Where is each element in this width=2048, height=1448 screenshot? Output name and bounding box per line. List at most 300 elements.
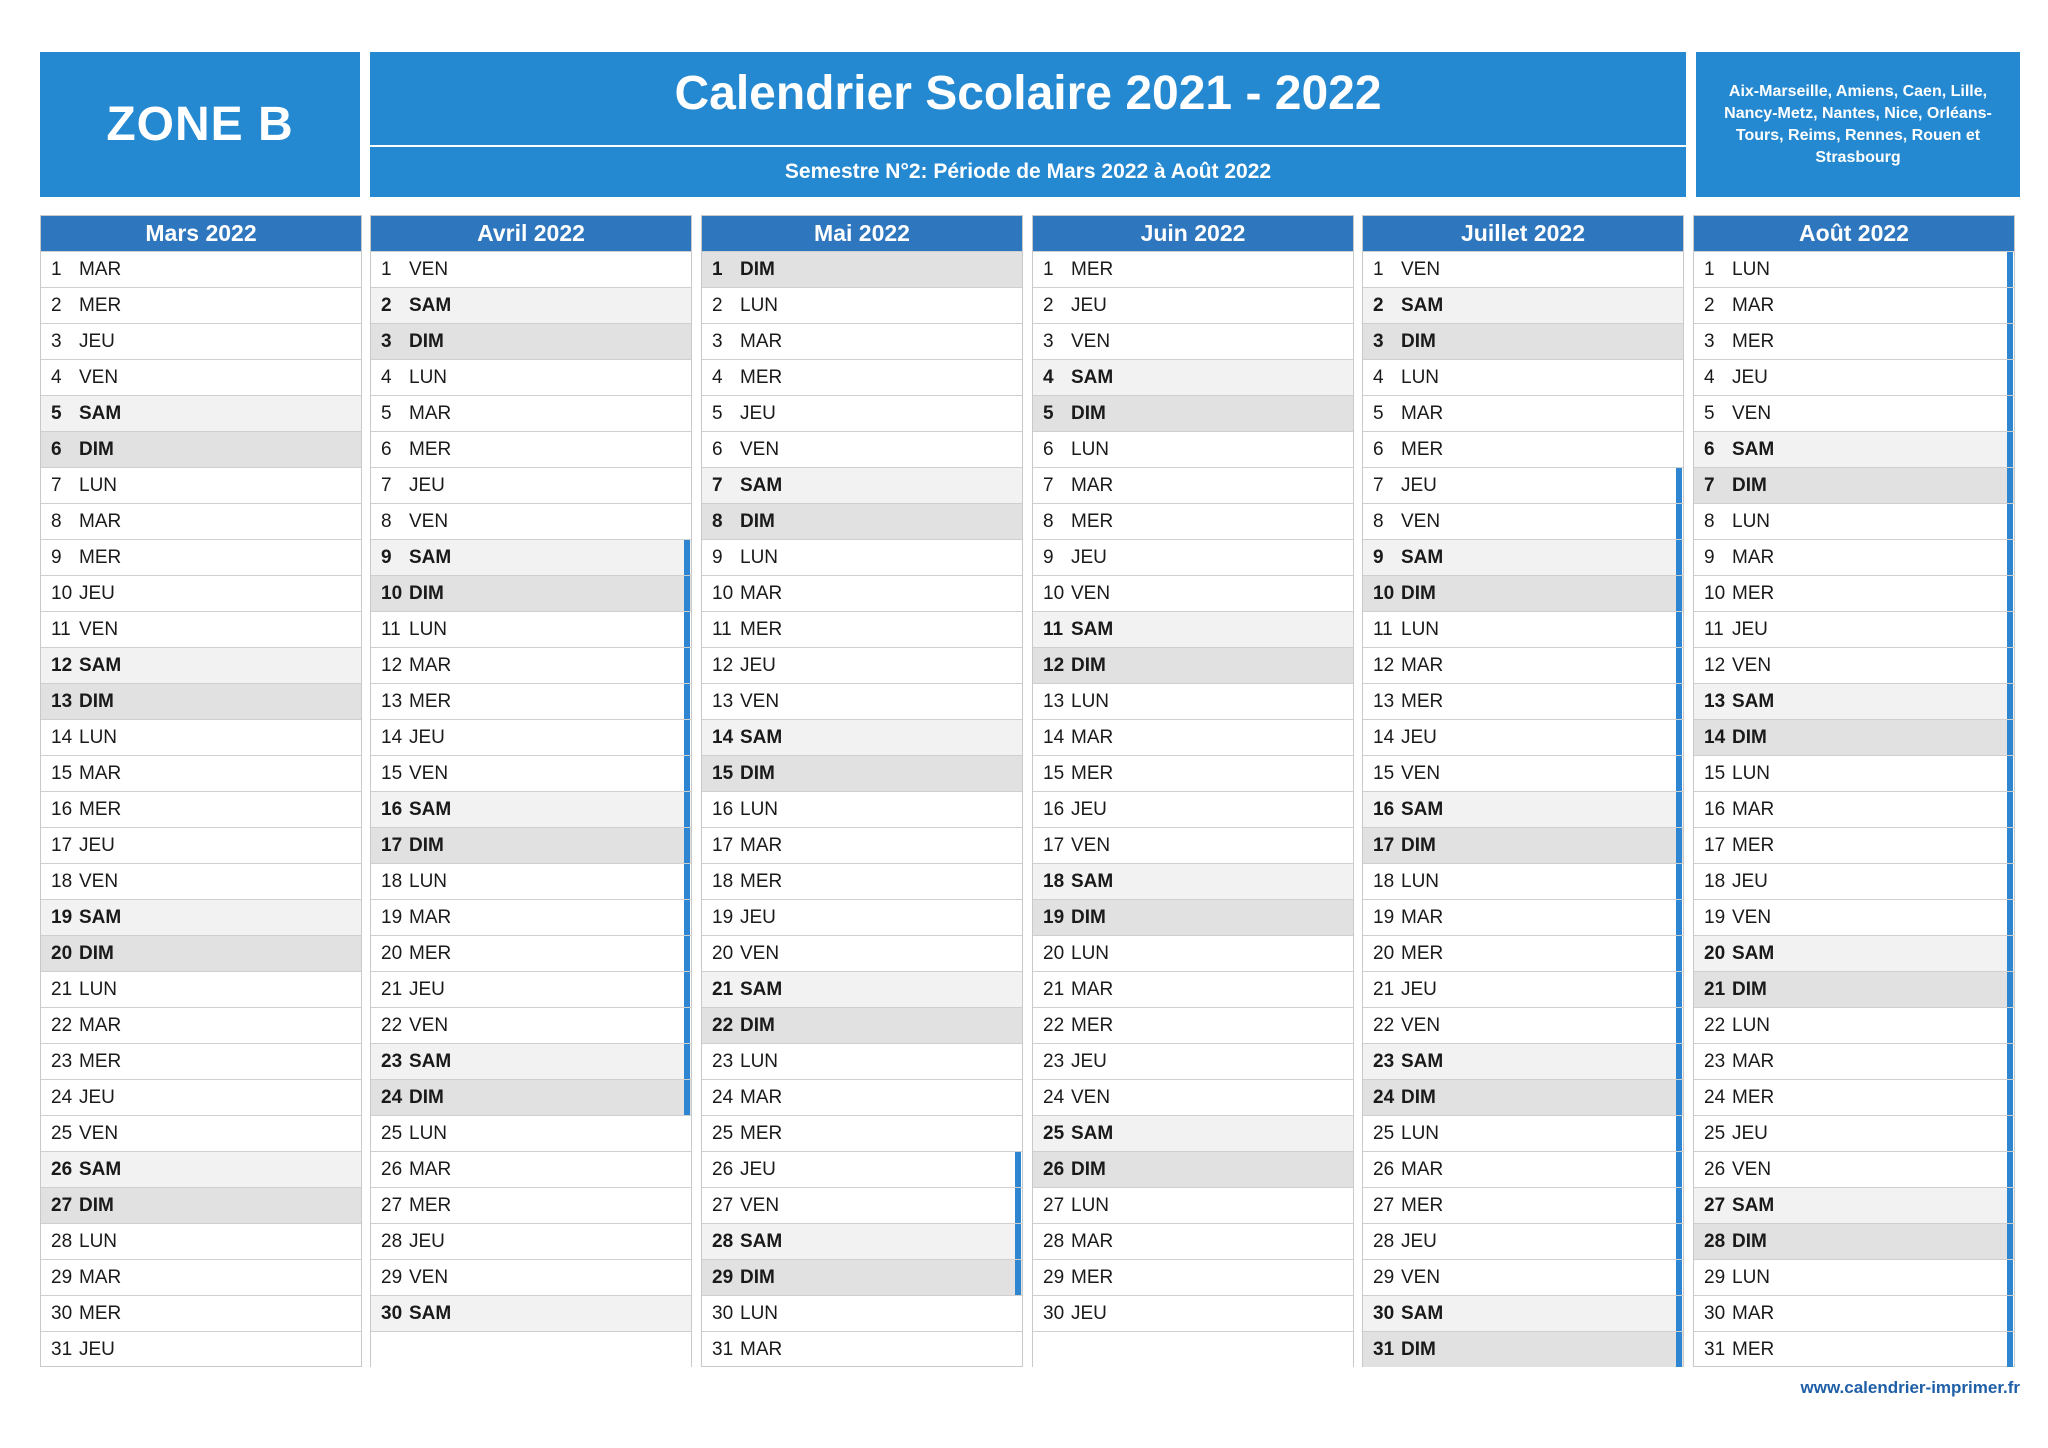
day-row [1694, 755, 2014, 791]
day-name: VEN [1732, 403, 1772, 424]
day-number: 30 [712, 1303, 734, 1324]
day-number: 5 [51, 403, 62, 424]
day-name: MAR [79, 259, 122, 280]
day-row [41, 935, 361, 971]
day-number: 15 [1704, 763, 1726, 784]
day-row [371, 1259, 691, 1295]
day-number: 5 [1704, 403, 1715, 424]
day-row [1363, 359, 1683, 395]
day-row [371, 1151, 691, 1187]
day-name: JEU [1071, 799, 1107, 820]
day-name: LUN [1732, 511, 1771, 532]
day-row [702, 1331, 1022, 1367]
day-name: MER [1732, 583, 1775, 604]
day-number: 16 [712, 799, 734, 820]
day-row [702, 719, 1022, 755]
day-name: MAR [409, 403, 452, 424]
day-number: 2 [712, 295, 723, 316]
day-number: 16 [51, 799, 73, 820]
day-row [1694, 251, 2014, 287]
day-row [1694, 1187, 2014, 1223]
day-name: LUN [1071, 1195, 1110, 1216]
day-row [41, 1007, 361, 1043]
day-row [1033, 575, 1353, 611]
day-number: 28 [712, 1231, 734, 1252]
day-name: SAM [409, 799, 452, 820]
day-row [1363, 1079, 1683, 1115]
day-row [702, 1259, 1022, 1295]
day-number: 27 [51, 1195, 73, 1216]
day-name: JEU [740, 655, 776, 676]
day-number: 27 [381, 1195, 403, 1216]
day-row [1033, 971, 1353, 1007]
day-number: 19 [51, 907, 73, 928]
day-number: 14 [1704, 727, 1726, 748]
day-row [1694, 863, 2014, 899]
empty-day-row [371, 1331, 691, 1367]
day-name: MAR [1071, 1231, 1114, 1252]
day-number: 7 [1704, 475, 1715, 496]
day-name: SAM [79, 907, 122, 928]
day-row [1694, 431, 2014, 467]
day-name: LUN [409, 367, 448, 388]
day-number: 14 [1043, 727, 1065, 748]
day-number: 15 [381, 763, 403, 784]
day-number: 8 [1373, 511, 1384, 532]
day-name: MAR [79, 763, 122, 784]
day-name: SAM [740, 979, 783, 1000]
day-name: DIM [409, 583, 444, 604]
day-row [1363, 1151, 1683, 1187]
day-number: 26 [1704, 1159, 1726, 1180]
day-name: DIM [79, 691, 114, 712]
day-row [702, 611, 1022, 647]
day-name: VEN [1071, 331, 1111, 352]
day-number: 24 [1043, 1087, 1065, 1108]
day-name: MAR [409, 1159, 452, 1180]
day-name: DIM [1071, 907, 1106, 928]
day-name: JEU [409, 1231, 445, 1252]
day-name: SAM [1071, 367, 1114, 388]
day-name: LUN [740, 1051, 779, 1072]
day-number: 28 [381, 1231, 403, 1252]
day-row [1033, 1187, 1353, 1223]
day-row [1033, 467, 1353, 503]
day-number: 11 [712, 619, 732, 640]
day-name: SAM [1401, 295, 1444, 316]
day-name: SAM [409, 1051, 452, 1072]
day-row [702, 431, 1022, 467]
day-row [702, 755, 1022, 791]
day-number: 31 [1373, 1339, 1395, 1360]
day-name: JEU [79, 835, 115, 856]
day-row [1033, 323, 1353, 359]
day-row [1363, 935, 1683, 971]
day-name: JEU [79, 1339, 115, 1360]
day-number: 9 [51, 547, 62, 568]
day-name: JEU [1732, 619, 1768, 640]
day-name: MER [1401, 943, 1444, 964]
day-number: 4 [1704, 367, 1715, 388]
day-name: DIM [1401, 1339, 1436, 1360]
day-row [41, 539, 361, 575]
day-row [1033, 1223, 1353, 1259]
day-row [41, 755, 361, 791]
day-number: 11 [1043, 619, 1064, 640]
day-row [702, 287, 1022, 323]
day-number: 21 [51, 979, 73, 1000]
day-name: VEN [740, 439, 780, 460]
day-row [41, 575, 361, 611]
day-number: 10 [712, 583, 734, 604]
day-row [41, 1151, 361, 1187]
day-name: MER [1732, 835, 1775, 856]
day-row [371, 467, 691, 503]
day-number: 6 [51, 439, 62, 460]
day-row [1033, 503, 1353, 539]
day-row [702, 539, 1022, 575]
day-name: SAM [1732, 439, 1775, 460]
day-row [1033, 1007, 1353, 1043]
day-row [1363, 1115, 1683, 1151]
day-number: 8 [712, 511, 723, 532]
day-row [1694, 467, 2014, 503]
day-number: 27 [1043, 1195, 1065, 1216]
day-row [41, 1295, 361, 1331]
day-number: 4 [1043, 367, 1054, 388]
day-row [1033, 899, 1353, 935]
day-name: DIM [1732, 1231, 1767, 1252]
day-name: MER [1401, 439, 1444, 460]
day-name: MAR [740, 835, 783, 856]
day-row [371, 323, 691, 359]
day-number: 7 [381, 475, 392, 496]
day-row [1694, 359, 2014, 395]
day-row [1033, 1259, 1353, 1295]
day-row [702, 827, 1022, 863]
day-row [1694, 287, 2014, 323]
day-name: JEU [1401, 727, 1437, 748]
day-name: VEN [1071, 1087, 1111, 1108]
day-number: 27 [712, 1195, 734, 1216]
day-row [1363, 1223, 1683, 1259]
day-number: 15 [51, 763, 73, 784]
day-name: LUN [79, 727, 118, 748]
day-name: SAM [740, 475, 783, 496]
day-number: 29 [1373, 1267, 1395, 1288]
day-number: 12 [1043, 655, 1065, 676]
day-row [1363, 791, 1683, 827]
day-name: VEN [740, 1195, 780, 1216]
day-row [1363, 1331, 1683, 1367]
day-name: SAM [1401, 547, 1444, 568]
subtitle-bar [370, 147, 1686, 197]
day-name: MAR [1732, 799, 1775, 820]
day-row [371, 575, 691, 611]
day-number: 6 [712, 439, 723, 460]
day-name: LUN [740, 295, 779, 316]
day-name: DIM [740, 1015, 775, 1036]
day-row [41, 287, 361, 323]
day-row [41, 971, 361, 1007]
day-row [1033, 431, 1353, 467]
empty-day-row [1033, 1331, 1353, 1367]
day-number: 28 [1704, 1231, 1726, 1252]
day-number: 12 [1373, 655, 1395, 676]
day-row [702, 323, 1022, 359]
day-name: LUN [1401, 1123, 1440, 1144]
day-row [1694, 1007, 2014, 1043]
month-header: Août 2022 [1694, 216, 2014, 251]
day-row [1694, 1331, 2014, 1367]
day-number: 8 [1043, 511, 1054, 532]
day-name: JEU [1401, 475, 1437, 496]
day-row [371, 287, 691, 323]
day-number: 15 [1043, 763, 1065, 784]
day-name: MAR [1732, 1051, 1775, 1072]
day-name: JEU [1071, 547, 1107, 568]
month-header: Mars 2022 [41, 216, 361, 251]
day-row [1033, 1295, 1353, 1331]
day-number: 25 [712, 1123, 734, 1144]
day-number: 7 [51, 475, 62, 496]
day-row [41, 1187, 361, 1223]
day-number: 9 [1043, 547, 1054, 568]
day-name: DIM [1401, 1087, 1436, 1108]
day-row [702, 935, 1022, 971]
day-name: LUN [740, 799, 779, 820]
day-number: 9 [712, 547, 723, 568]
day-row [41, 1115, 361, 1151]
day-row [371, 683, 691, 719]
day-row [1363, 647, 1683, 683]
day-number: 25 [1373, 1123, 1395, 1144]
day-name: VEN [1401, 1015, 1441, 1036]
day-name: DIM [740, 259, 775, 280]
day-number: 19 [712, 907, 734, 928]
day-name: SAM [740, 1231, 783, 1252]
day-number: 21 [712, 979, 734, 1000]
day-name: VEN [740, 691, 780, 712]
page-subtitle: Semestre N°2: Période de Mars 2022 à Août 2022 [784, 160, 1272, 183]
day-name: SAM [1401, 1051, 1444, 1072]
day-number: 31 [712, 1339, 734, 1360]
day-name: JEU [1071, 1051, 1107, 1072]
day-name: MER [740, 1123, 783, 1144]
day-row [1694, 1079, 2014, 1115]
day-name: MAR [1401, 655, 1444, 676]
day-number: 10 [1373, 583, 1395, 604]
day-number: 20 [51, 943, 73, 964]
day-number: 18 [1043, 871, 1065, 892]
day-name: MER [79, 1303, 122, 1324]
day-row [1363, 431, 1683, 467]
day-name: DIM [1071, 655, 1106, 676]
month-header: Juillet 2022 [1363, 216, 1683, 251]
day-row [1363, 539, 1683, 575]
month-column [701, 215, 1023, 1367]
day-number: 3 [1373, 331, 1384, 352]
day-name: VEN [1401, 1267, 1441, 1288]
day-name: VEN [79, 367, 119, 388]
day-row [1694, 395, 2014, 431]
month-header: Mai 2022 [702, 216, 1022, 251]
day-number: 24 [712, 1087, 734, 1108]
day-row [702, 971, 1022, 1007]
day-name: VEN [1071, 835, 1111, 856]
day-name: DIM [1732, 727, 1767, 748]
day-row [41, 1043, 361, 1079]
day-row [1033, 359, 1353, 395]
day-number: 16 [1043, 799, 1065, 820]
day-number: 11 [1704, 619, 1724, 640]
zone-label: ZONE B [106, 98, 294, 151]
day-row [41, 359, 361, 395]
day-row [702, 863, 1022, 899]
day-number: 13 [1043, 691, 1065, 712]
day-name: MER [1071, 511, 1114, 532]
day-number: 20 [1704, 943, 1726, 964]
day-row [1694, 899, 2014, 935]
day-row [371, 1295, 691, 1331]
day-number: 23 [381, 1051, 403, 1072]
day-row [41, 611, 361, 647]
day-row [41, 899, 361, 935]
site-link[interactable]: www.calendrier-imprimer.fr [1800, 1378, 2020, 1397]
day-name: MAR [1071, 979, 1114, 1000]
day-row [1363, 719, 1683, 755]
day-number: 10 [381, 583, 403, 604]
day-row [371, 611, 691, 647]
day-row [1363, 1295, 1683, 1331]
day-row [1363, 683, 1683, 719]
day-number: 7 [1043, 475, 1054, 496]
day-name: LUN [740, 1303, 779, 1324]
day-name: MAR [740, 583, 783, 604]
day-number: 29 [712, 1267, 734, 1288]
day-number: 13 [1704, 691, 1726, 712]
day-number: 3 [1704, 331, 1715, 352]
day-row [371, 539, 691, 575]
day-name: LUN [409, 871, 448, 892]
day-name: VEN [1732, 907, 1772, 928]
day-row [41, 323, 361, 359]
day-row [1033, 935, 1353, 971]
day-row [1694, 539, 2014, 575]
day-number: 16 [1704, 799, 1726, 820]
day-name: MER [1071, 259, 1114, 280]
day-name: JEU [1401, 979, 1437, 1000]
day-row [702, 791, 1022, 827]
day-name: MER [1071, 763, 1114, 784]
day-row [702, 251, 1022, 287]
day-name: VEN [1401, 763, 1441, 784]
page-title: Calendrier Scolaire 2021 - 2022 [674, 67, 1382, 120]
day-number: 28 [1373, 1231, 1395, 1252]
day-number: 17 [381, 835, 403, 856]
day-name: JEU [79, 583, 115, 604]
day-row [371, 1187, 691, 1223]
day-number: 17 [51, 835, 73, 856]
day-name: MER [1732, 331, 1775, 352]
day-number: 22 [1704, 1015, 1726, 1036]
day-row [41, 395, 361, 431]
day-number: 17 [1704, 835, 1726, 856]
day-row [1363, 755, 1683, 791]
day-name: DIM [409, 331, 444, 352]
day-number: 13 [712, 691, 734, 712]
day-number: 18 [1373, 871, 1395, 892]
day-row [1033, 719, 1353, 755]
day-row [1694, 1223, 2014, 1259]
month-column [1693, 215, 2015, 1367]
day-row [702, 359, 1022, 395]
day-name: VEN [409, 763, 449, 784]
day-name: DIM [1732, 475, 1767, 496]
day-number: 1 [1043, 259, 1054, 280]
day-name: SAM [1071, 1123, 1114, 1144]
day-number: 14 [712, 727, 734, 748]
day-name: SAM [1071, 871, 1114, 892]
day-name: JEU [409, 979, 445, 1000]
day-name: MAR [1732, 295, 1775, 316]
day-row [41, 863, 361, 899]
day-name: MAR [1401, 1159, 1444, 1180]
day-name: MAR [740, 1087, 783, 1108]
day-row [702, 395, 1022, 431]
day-number: 20 [712, 943, 734, 964]
day-name: LUN [1732, 763, 1771, 784]
day-number: 6 [381, 439, 392, 460]
regions-list: Aix-Marseille, Amiens, Caen, Lille, Nancy-Metz, Nantes, Nice, Orléans-Tours, Reims, Rennes, Rouen et Strasbourg [1724, 82, 1992, 166]
day-row [1363, 899, 1683, 935]
day-name: LUN [1732, 259, 1771, 280]
day-row [41, 647, 361, 683]
day-number: 22 [712, 1015, 734, 1036]
day-number: 6 [1704, 439, 1715, 460]
day-name: JEU [79, 1087, 115, 1108]
day-row [1033, 755, 1353, 791]
day-row [1363, 467, 1683, 503]
day-name: MAR [409, 655, 452, 676]
day-number: 12 [1704, 655, 1726, 676]
day-number: 2 [1043, 295, 1054, 316]
day-number: 13 [1373, 691, 1395, 712]
day-name: JEU [740, 907, 776, 928]
day-row [1363, 575, 1683, 611]
day-name: MAR [1401, 907, 1444, 928]
day-number: 28 [51, 1231, 73, 1252]
day-name: LUN [79, 1231, 118, 1252]
day-row [371, 935, 691, 971]
day-number: 21 [1704, 979, 1726, 1000]
day-number: 23 [1043, 1051, 1065, 1072]
day-name: MER [79, 1051, 122, 1072]
day-name: DIM [1071, 1159, 1106, 1180]
day-number: 29 [1704, 1267, 1726, 1288]
day-name: DIM [1401, 331, 1436, 352]
day-number: 7 [712, 475, 723, 496]
day-name: MER [409, 943, 452, 964]
day-number: 10 [1704, 583, 1726, 604]
day-row [1363, 971, 1683, 1007]
day-number: 10 [1043, 583, 1065, 604]
day-number: 2 [51, 295, 62, 316]
day-number: 30 [381, 1303, 403, 1324]
day-name: JEU [1071, 1303, 1107, 1324]
day-row [1694, 611, 2014, 647]
day-row [702, 647, 1022, 683]
